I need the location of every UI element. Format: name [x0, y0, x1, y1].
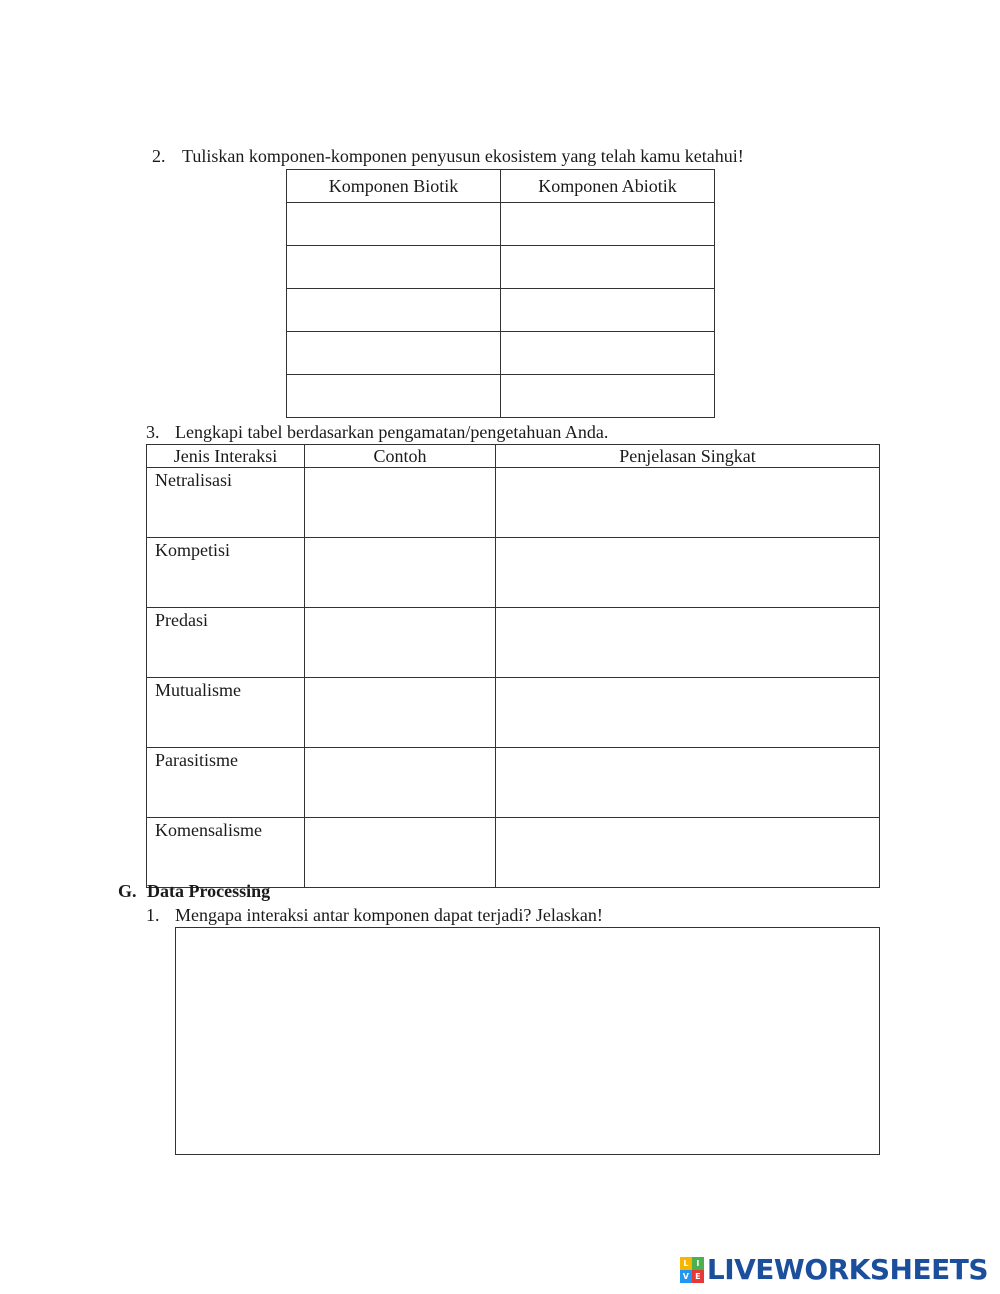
table-row	[147, 538, 880, 608]
question-2-text: Tuliskan komponen-komponen penyusun ekosistem yang telah kamu ketahui!	[182, 146, 744, 166]
biotik-answer-cell[interactable]	[287, 289, 501, 332]
abiotik-answer-cell[interactable]	[501, 375, 715, 418]
interaction-type-komensalisme: Komensalisme	[147, 818, 305, 888]
komponen-table	[286, 169, 715, 418]
contoh-answer-cell[interactable]	[305, 678, 496, 748]
penjelasan-answer-cell[interactable]	[496, 748, 880, 818]
interaction-type-netralisasi: Netralisasi	[147, 468, 305, 538]
abiotik-answer-cell[interactable]	[501, 203, 715, 246]
question-g1	[146, 904, 603, 926]
logo-mark-icon	[680, 1257, 704, 1283]
contoh-answer-cell[interactable]	[305, 538, 496, 608]
table-row	[287, 289, 715, 332]
question-3-text: Lengkapi tabel berdasarkan pengamatan/pengetahuan Anda.	[175, 422, 609, 442]
question-3	[146, 421, 608, 443]
section-g-label: G.	[118, 881, 137, 901]
table-row	[147, 608, 880, 678]
table-row	[147, 748, 880, 818]
biotik-answer-cell[interactable]	[287, 203, 501, 246]
biotik-answer-cell[interactable]	[287, 375, 501, 418]
interaction-type-kompetisi: Kompetisi	[147, 538, 305, 608]
contoh-answer-cell[interactable]	[305, 468, 496, 538]
abiotik-answer-cell[interactable]	[501, 246, 715, 289]
penjelasan-answer-cell[interactable]	[496, 538, 880, 608]
logo-mark-letter: E	[692, 1270, 704, 1283]
interaction-type-mutualisme: Mutualisme	[147, 678, 305, 748]
section-g-heading	[118, 880, 270, 902]
table-row	[287, 332, 715, 375]
question-3-number: 3.	[146, 422, 160, 442]
question-g1-text: Mengapa interaksi antar komponen dapat terjadi? Jelaskan!	[175, 905, 603, 925]
abiotik-answer-cell[interactable]	[501, 332, 715, 375]
answer-box[interactable]	[175, 927, 880, 1155]
contoh-answer-cell[interactable]	[305, 608, 496, 678]
penjelasan-answer-cell[interactable]	[496, 468, 880, 538]
abiotik-answer-cell[interactable]	[501, 289, 715, 332]
interaction-type-predasi: Predasi	[147, 608, 305, 678]
contoh-answer-cell[interactable]	[305, 818, 496, 888]
table-row	[147, 818, 880, 888]
header-contoh: Contoh	[305, 445, 496, 468]
logo-mark-letter: V	[680, 1270, 692, 1283]
question-g1-number: 1.	[146, 905, 160, 925]
biotik-answer-cell[interactable]	[287, 332, 501, 375]
penjelasan-answer-cell[interactable]	[496, 678, 880, 748]
biotik-answer-cell[interactable]	[287, 246, 501, 289]
section-g-title: Data Processing	[147, 881, 271, 901]
table-row	[147, 468, 880, 538]
penjelasan-answer-cell[interactable]	[496, 818, 880, 888]
question-2-number: 2.	[152, 146, 166, 166]
header-komponen-biotik: Komponen Biotik	[287, 170, 501, 203]
table-row	[287, 375, 715, 418]
question-2	[152, 145, 744, 167]
contoh-answer-cell[interactable]	[305, 748, 496, 818]
header-komponen-abiotik: Komponen Abiotik	[501, 170, 715, 203]
table-row	[147, 678, 880, 748]
logo-mark-letter: I	[692, 1257, 704, 1270]
logo-mark-letter: L	[680, 1257, 692, 1270]
table-row	[287, 246, 715, 289]
header-jenis-interaksi: Jenis Interaksi	[147, 445, 305, 468]
table-row	[287, 203, 715, 246]
interaksi-table	[146, 444, 880, 888]
penjelasan-answer-cell[interactable]	[496, 608, 880, 678]
interaction-type-parasitisme: Parasitisme	[147, 748, 305, 818]
logo-text: LIVEWORKSHEETS	[706, 1253, 988, 1286]
liveworksheets-logo	[680, 1255, 988, 1285]
header-penjelasan-singkat: Penjelasan Singkat	[496, 445, 880, 468]
